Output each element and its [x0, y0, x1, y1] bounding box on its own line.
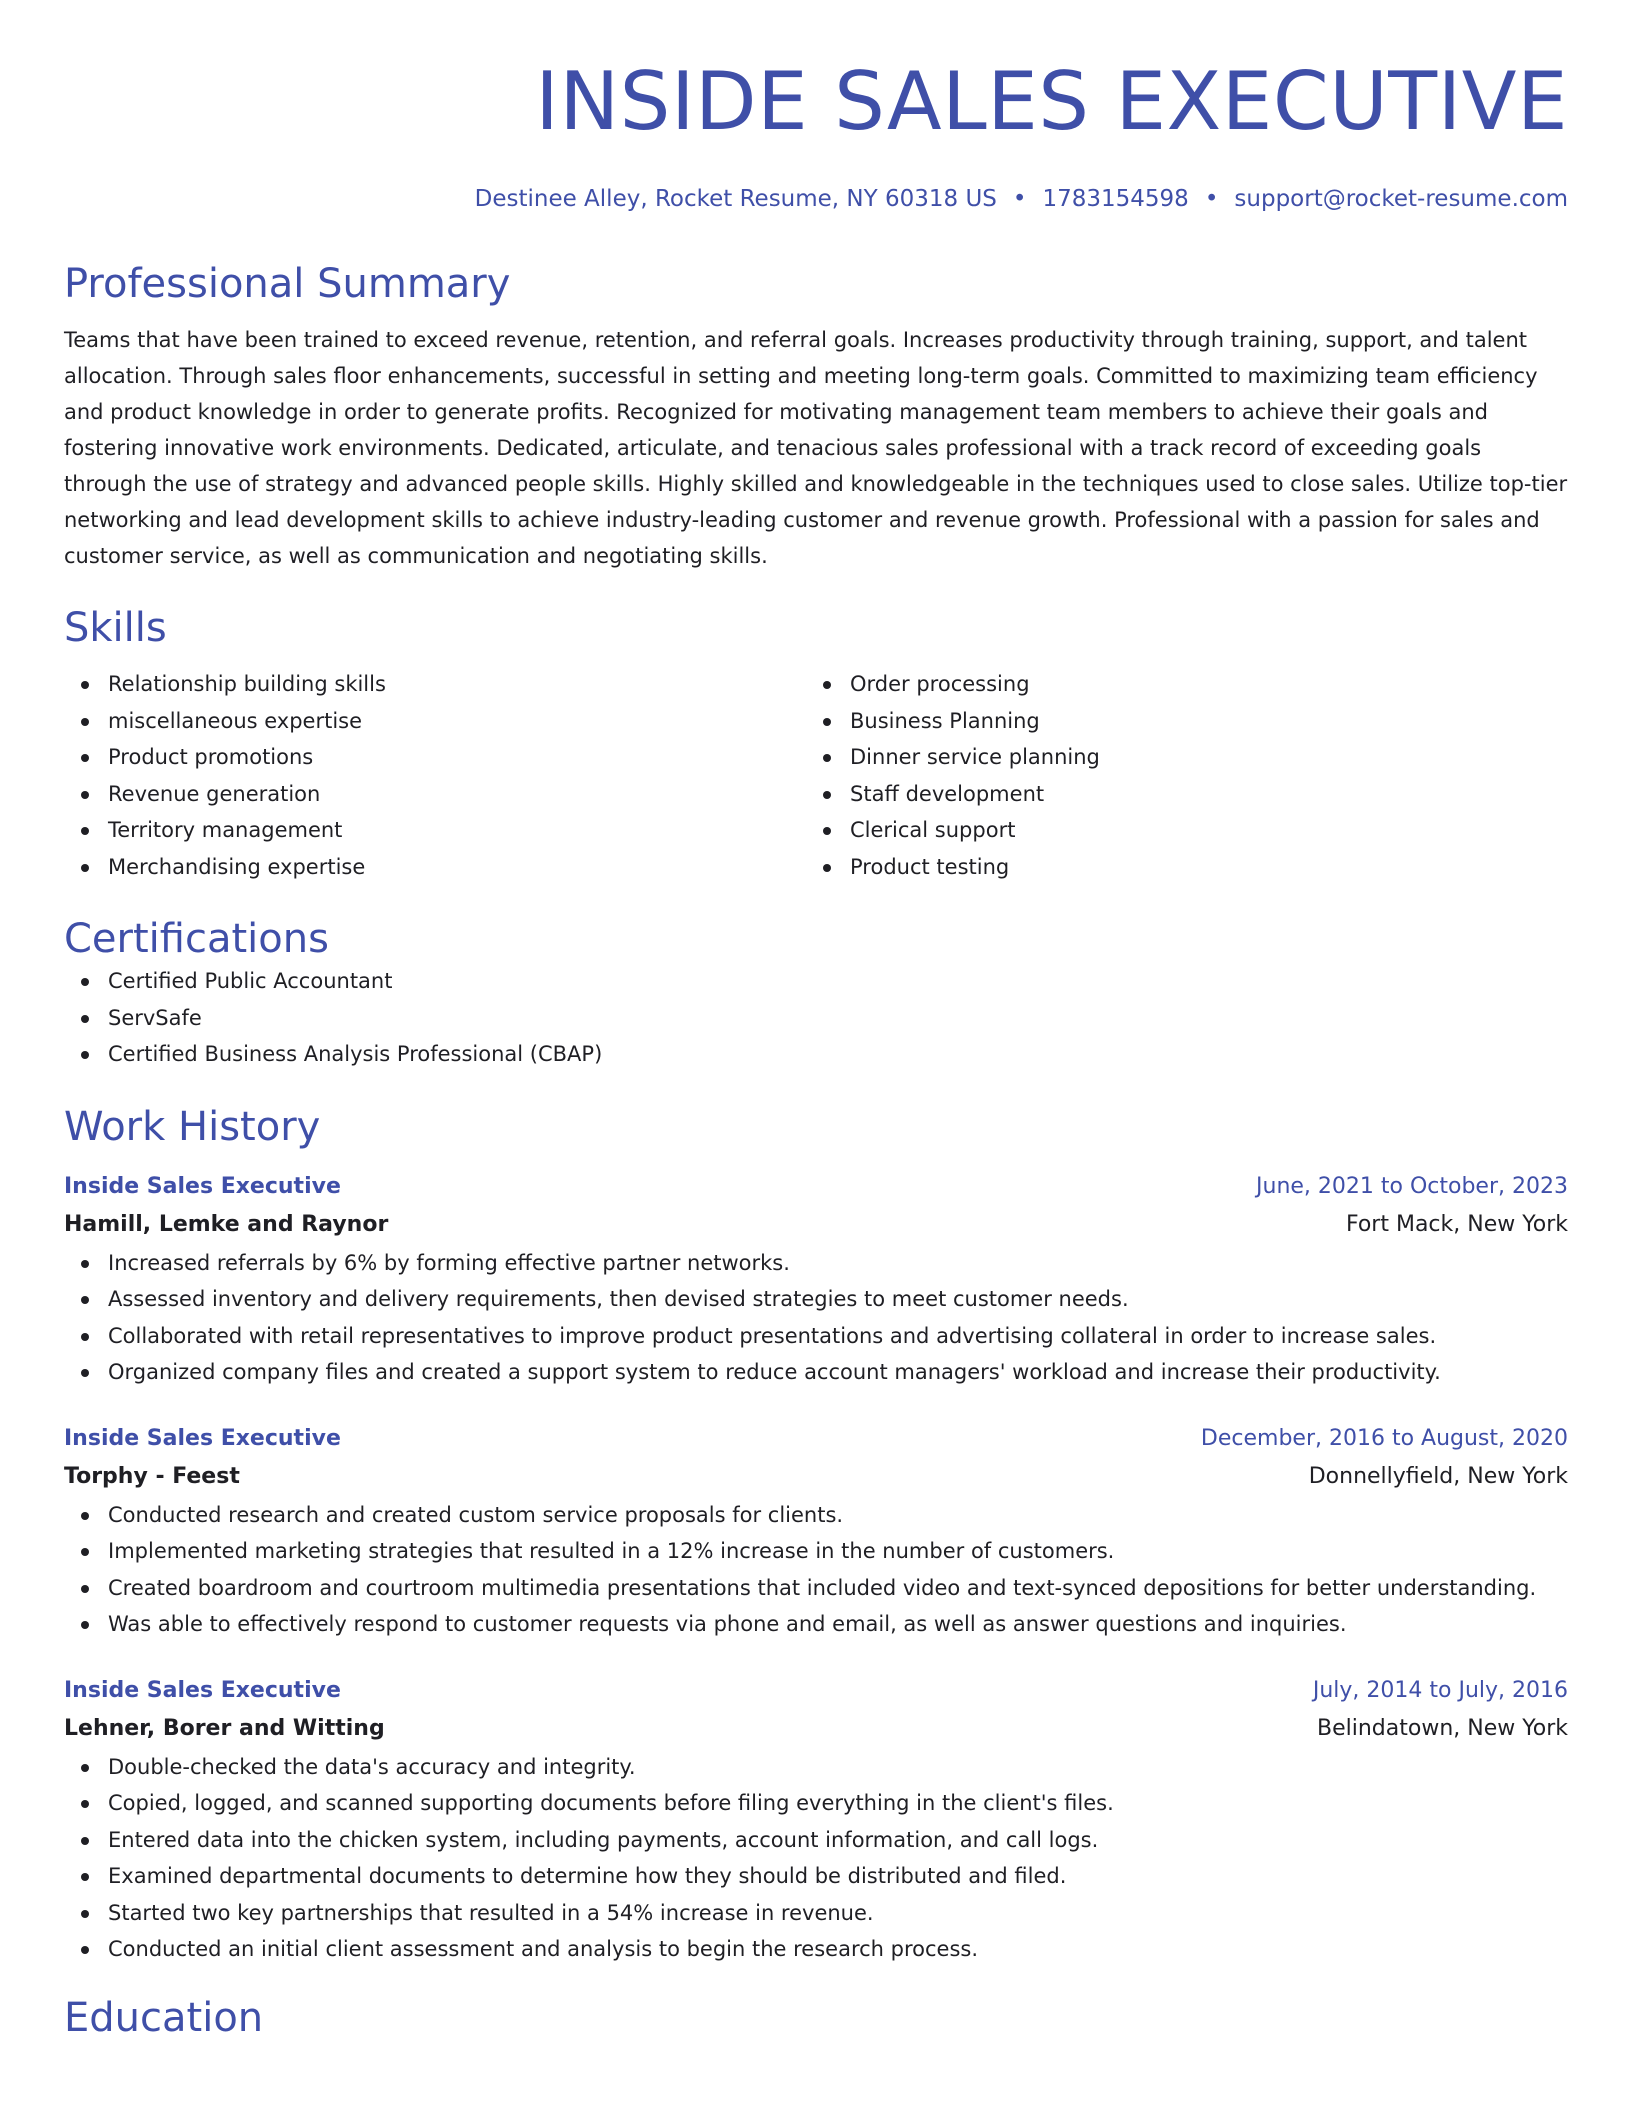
job-bullet: Conducted research and created custom service proposals for clients. [64, 1497, 1568, 1534]
contact-email[interactable]: support@rocket-resume.com [1234, 186, 1568, 212]
job-bullet: Entered data into the chicken system, including payments, account information, and call logs. [64, 1822, 1568, 1859]
job-company-row [64, 1709, 1568, 1749]
skill-item: Clerical support [806, 812, 1548, 849]
job-bullet: Collaborated with retail representatives to improve product presentations and advertising collateral in order to increase sales. [64, 1318, 1568, 1355]
contact-address: Destinee Alley, Rocket Resume, NY 60318 US [474, 186, 997, 212]
certification-item: Certified Public Accountant [64, 963, 1568, 1000]
job-bullet: Assessed inventory and delivery requirements, then devised strategies to meet customer needs. [64, 1281, 1568, 1318]
resume-title: INSIDE SALES EXECUTIVE [535, 55, 1568, 148]
job-entry [64, 1673, 1568, 1968]
skill-item: Revenue generation [64, 776, 806, 813]
job-company: Torphy - Feest [64, 1463, 240, 1489]
skill-item: Territory management [64, 812, 806, 849]
skill-item: Product promotions [64, 739, 806, 776]
skill-item: Dinner service planning [806, 739, 1548, 776]
skill-item: Merchandising expertise [64, 849, 806, 886]
skills-list-left [64, 666, 806, 885]
job-location: Fort Mack, New York [1345, 1211, 1568, 1237]
job-entry [64, 1169, 1568, 1391]
skill-item: Order processing [806, 666, 1548, 703]
certification-item: ServSafe [64, 1000, 1568, 1037]
job-bullet: Double-checked the data's accuracy and integrity. [64, 1749, 1568, 1786]
contact-separator: • [1012, 186, 1027, 212]
job-company: Lehner, Borer and Witting [64, 1715, 385, 1741]
skill-item: miscellaneous expertise [64, 703, 806, 740]
skills-list-right [806, 666, 1548, 885]
job-bullets [64, 1245, 1568, 1391]
job-dates: December, 2016 to August, 2020 [1200, 1425, 1568, 1451]
job-bullet: Organized company files and created a support system to reduce account managers' workload and increase their productivity. [64, 1354, 1568, 1391]
job-title-row [64, 1673, 1568, 1709]
contact-line [64, 184, 1568, 214]
job-bullet: Implemented marketing strategies that resulted in a 12% increase in the number of customers. [64, 1533, 1568, 1570]
job-bullet: Started two key partnerships that resulted in a 54% increase in revenue. [64, 1895, 1568, 1932]
job-company-row [64, 1205, 1568, 1245]
skill-item: Relationship building skills [64, 666, 806, 703]
job-company: Hamill, Lemke and Raynor [64, 1211, 389, 1237]
summary-text: Teams that have been trained to exceed revenue, retention, and referral goals. Increases productivity through training, support, and talent allocation. Through sales floor enhancements, successful in setting and meeting long-term goals. Committed to maximizing team efficiency and product knowledge in order to generate profits. Recognized for motivating management team members to achieve their goals and fostering innovative work environments. Dedicated, articulate, and tenacious sales professional with a track record of exceeding goals through the use of strategy and advanced people skills. Highly skilled and knowledgeable in the techniques used to close sales. Utilize top-tier networking and lead development skills to achieve industry-leading customer and revenue growth. Professional with a passion for sales and customer service, as well as communication and negotiating skills. [64, 328, 1568, 568]
job-bullet: Was able to effectively respond to customer requests via phone and email, as well as answer questions and inquiries. [64, 1606, 1568, 1643]
job-title: Inside Sales Executive [64, 1425, 341, 1451]
job-bullet: Conducted an initial client assessment and analysis to begin the research process. [64, 1931, 1568, 1968]
job-bullet: Increased referrals by 6% by forming effective partner networks. [64, 1245, 1568, 1282]
job-bullet: Examined departmental documents to determine how they should be distributed and filed. [64, 1858, 1568, 1895]
job-title: Inside Sales Executive [64, 1173, 341, 1199]
job-bullets [64, 1497, 1568, 1643]
contact-separator: • [1204, 186, 1219, 212]
work-history-heading: Work History [64, 1103, 321, 1150]
contact-phone: 1783154598 [1042, 186, 1189, 212]
job-company-row [64, 1457, 1568, 1497]
job-title-row [64, 1169, 1568, 1205]
education-heading: Education [64, 1994, 264, 2041]
job-bullets [64, 1749, 1568, 1968]
job-title: Inside Sales Executive [64, 1677, 341, 1703]
job-title-row [64, 1421, 1568, 1457]
certifications-heading: Certifications [64, 916, 329, 962]
skill-item: Staff development [806, 776, 1548, 813]
job-entry [64, 1421, 1568, 1643]
certification-item: Certified Business Analysis Professional (CBAP) [64, 1036, 1568, 1073]
skills-columns [64, 666, 1568, 885]
summary-heading: Professional Summary [64, 261, 511, 307]
certifications-list [64, 963, 1568, 1073]
job-bullet: Created boardroom and courtroom multimedia presentations that included video and text-synced depositions for better understanding. [64, 1570, 1568, 1607]
job-dates: July, 2014 to July, 2016 [1312, 1677, 1568, 1703]
job-bullet: Copied, logged, and scanned supporting documents before filing everything in the client's files. [64, 1785, 1568, 1822]
skill-item: Business Planning [806, 703, 1548, 740]
job-dates: June, 2021 to October, 2023 [1256, 1173, 1568, 1199]
skills-heading: Skills [64, 605, 167, 651]
resume-page [64, 0, 1568, 2042]
job-location: Belindatown, New York [1317, 1715, 1568, 1741]
job-location: Donnellyfield, New York [1308, 1463, 1568, 1489]
skill-item: Product testing [806, 849, 1548, 886]
